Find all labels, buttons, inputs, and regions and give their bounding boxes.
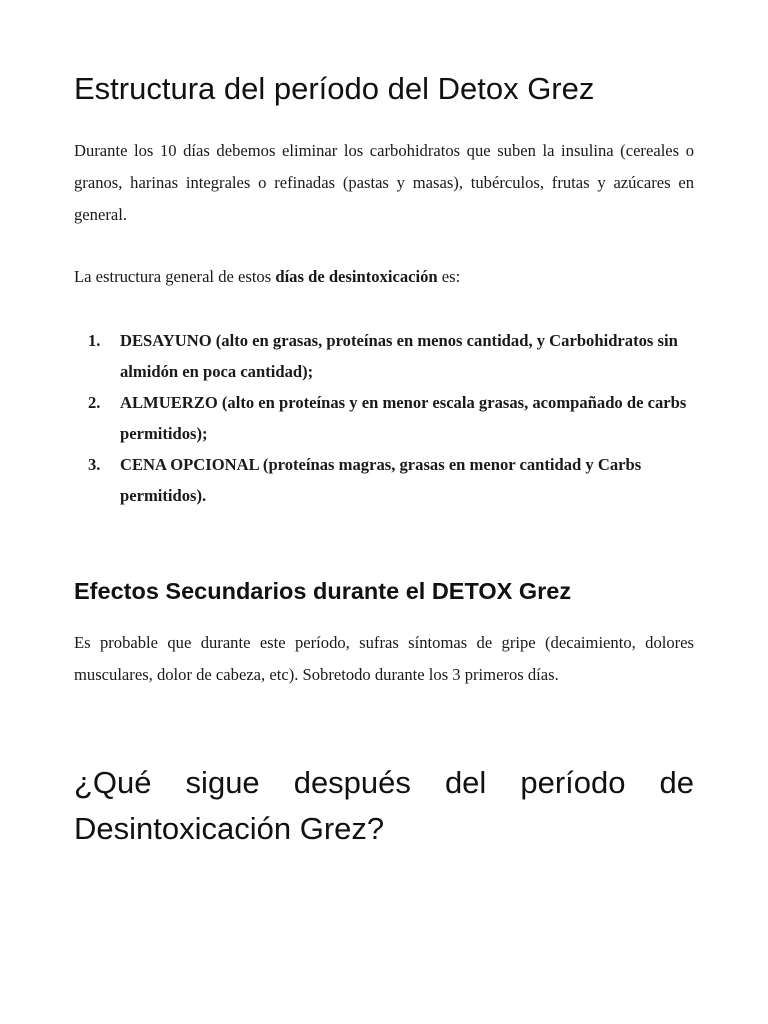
side-effects-paragraph: Es probable que durante este período, sufras síntomas de gripe (decaimiento, dolores musculares, dolor de cabeza, etc). Sobretodo durante los 3 primeros días. [74,633,694,684]
list-item-number: 2. [88,393,101,412]
next-steps-heading [74,760,694,852]
next-steps-heading-line1: ¿Qué sigue después del período de [74,765,694,800]
meal-label: ALMUERZO [120,393,218,412]
intro-paragraph: Durante los 10 días debemos eliminar los carbohidratos que suben la insulina (cereales o granos, harinas integrales o refinadas (pastas y masas), tubérculos, frutas y azúcares en general. [74,141,694,224]
meal-label: CENA OPCIONAL [120,455,259,474]
list-item-number: 1. [88,331,101,350]
list-item [74,325,694,387]
meal-list [74,325,694,511]
meal-label: DESAYUNO [120,331,212,350]
page-title: Estructura del período del Detox Grez [74,71,595,106]
structure-prefix: La estructura general de estos [74,267,276,286]
next-steps-heading-line2: Desintoxicación Grez? [74,811,385,846]
list-item [74,449,694,511]
structure-suffix: es: [437,267,461,286]
list-item-number: 3. [88,455,101,474]
side-effects-heading: Efectos Secundarios durante el DETOX Grez [74,578,572,604]
meal-detail: (proteínas magras, grasas en menor cantidad y Carbs permitidos). [120,455,642,505]
list-item [74,387,694,449]
meal-detail: (alto en proteínas y en menor escala grasas, acompañado de carbs permitidos); [120,393,687,443]
meal-detail: (alto en grasas, proteínas en menos cantidad, y Carbohidratos sin almidón en poca cantidad); [120,331,678,381]
structure-paragraph [74,261,694,293]
structure-bold-text: días de desintoxicación [275,267,438,286]
